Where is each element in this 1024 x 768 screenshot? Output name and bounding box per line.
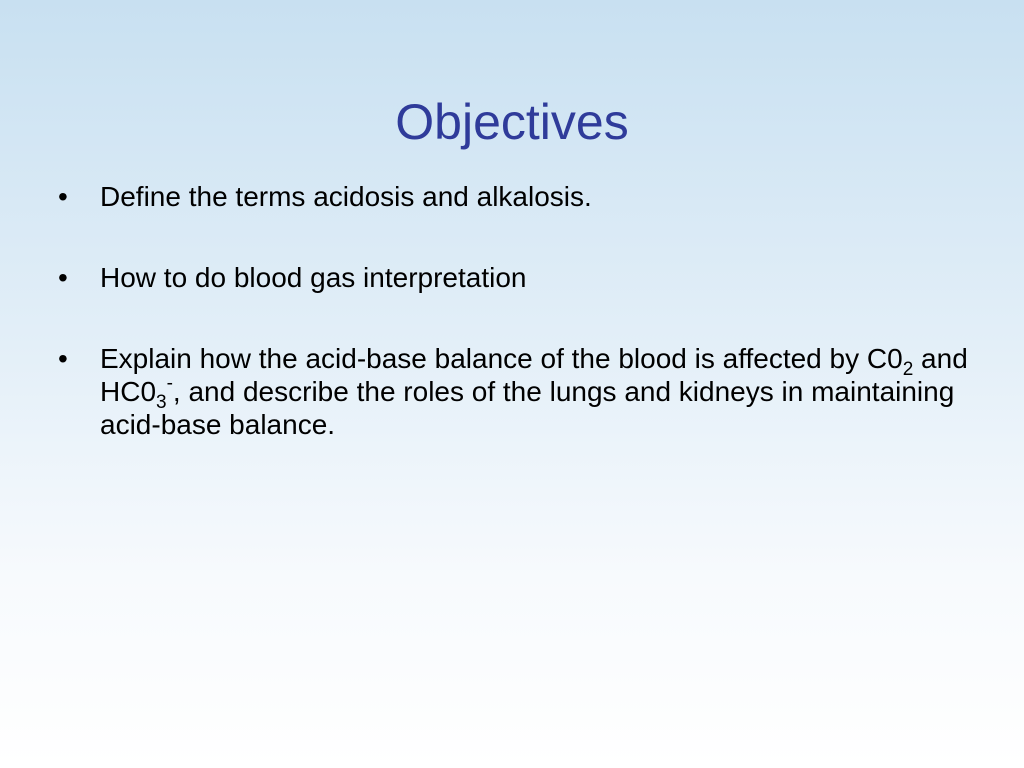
bullet-marker: • xyxy=(58,343,68,374)
bullet-text-part-2: and HC0 xyxy=(100,343,968,407)
subscript-hco3: 3 xyxy=(156,392,167,413)
bullet-item-1 xyxy=(58,180,978,213)
bullet-item-3 xyxy=(58,342,978,441)
subscript-co2: 2 xyxy=(902,359,914,380)
bullet-text-part-1: Explain how the acid-base balance of the blood is affected by C0 xyxy=(100,343,903,374)
bullet-marker: • xyxy=(58,262,68,293)
bullet-marker: • xyxy=(58,181,68,212)
bullet-text-part-3: , and describe the roles of the lungs and kidneys in maintaining acid-base balance. xyxy=(100,376,955,440)
bullet-text: Define the terms acidosis and alkalosis. xyxy=(100,181,592,212)
superscript-charge: - xyxy=(166,373,173,394)
bullet-item-2 xyxy=(58,261,978,294)
bullet-text: How to do blood gas interpretation xyxy=(100,262,527,293)
slide-title: Objectives xyxy=(395,94,629,150)
bullet-text xyxy=(100,342,978,441)
bullet-list xyxy=(58,180,978,441)
